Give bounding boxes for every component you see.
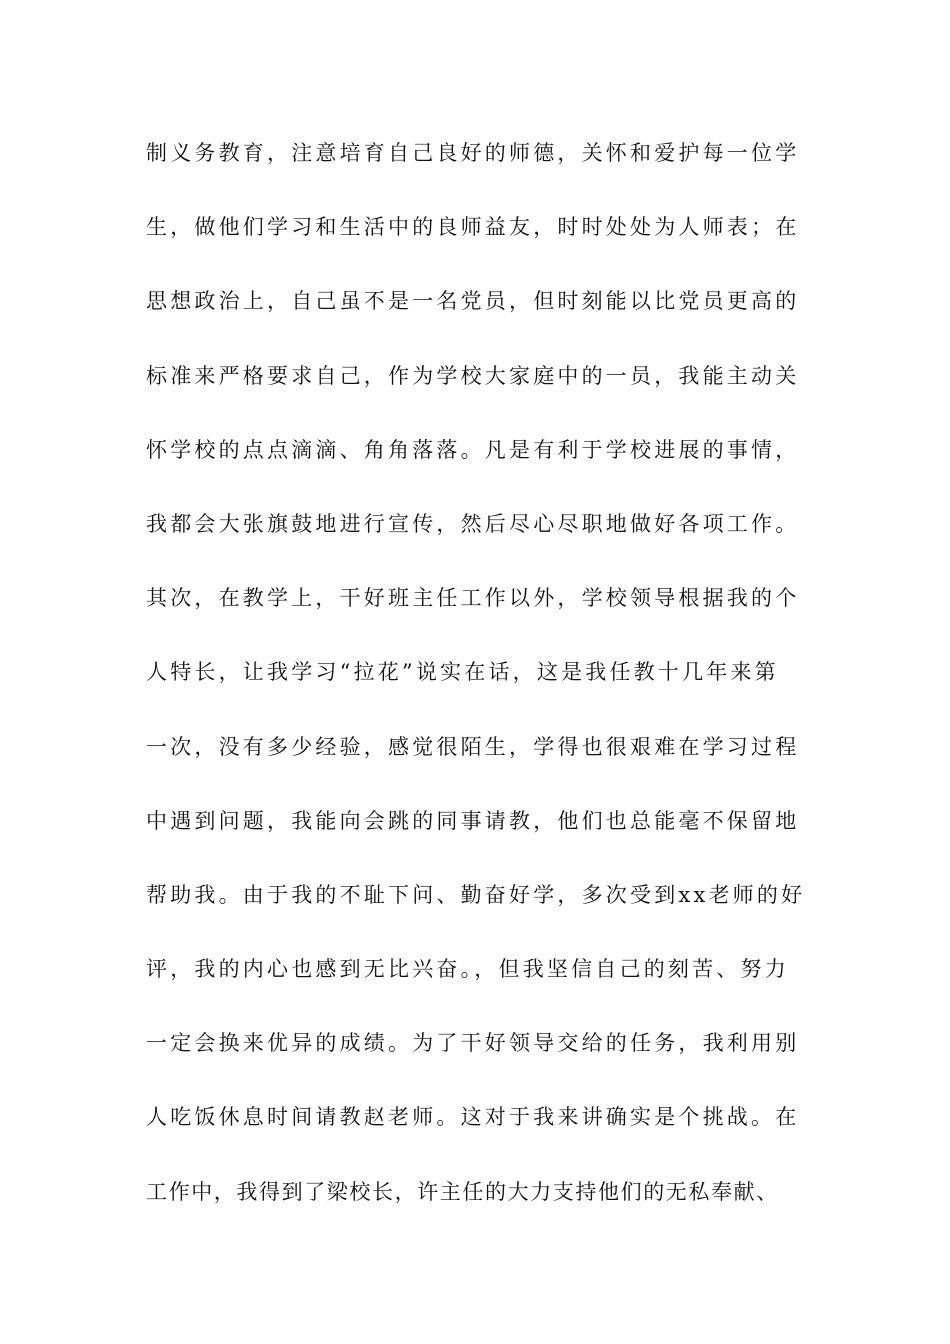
text-line: 制义务教育，注意培育自己良好的师德，关怀和爱护每一位学 bbox=[146, 141, 800, 165]
text-line: 一定会换来优异的成绩。为了干好领导交给的任务，我利用别 bbox=[146, 1031, 800, 1056]
text-line: 标准来严格要求自己，作为学校大家庭中的一员，我能主动关 bbox=[146, 363, 800, 388]
text-line: 其次，在教学上，干好班主任工作以外，学校领导根据我的个 bbox=[146, 586, 800, 611]
text-line: 我都会大张旗鼓地进行宣传，然后尽心尽职地做好各项工作。 bbox=[146, 511, 800, 536]
text-line: 人特长，让我学习“拉花”说实在话，这是我任教十几年来第 bbox=[146, 660, 779, 685]
text-line: 人吃饭休息时间请教赵老师。这对于我来讲确实是个挑战。在 bbox=[146, 1105, 800, 1130]
text-line: 怀学校的点点滴滴、角角落落。凡是有利于学校进展的事情， bbox=[146, 437, 800, 462]
text-line: 生，做他们学习和生活中的良师益友，时时处处为人师表；在 bbox=[146, 215, 800, 240]
text-line: 思想政治上，自己虽不是一名党员，但时刻能以比党员更高的 bbox=[146, 289, 800, 314]
text-line: 评，我的内心也感到无比兴奋。，但我坚信自己的刻苦、努力 bbox=[146, 957, 789, 982]
text-line: 帮助我。由于我的不耻下问、勤奋好学，多次受到xx老师的好 bbox=[146, 882, 806, 907]
text-line: 一次，没有多少经验，感觉很陌生，学得也很艰难在学习过程 bbox=[146, 734, 800, 759]
body-text bbox=[146, 128, 826, 1241]
text-line: 中遇到问题，我能向会跳的同事请教，他们也总能毫不保留地 bbox=[146, 808, 800, 833]
text-line: 工作中，我得到了梁校长，许主任的大力支持他们的无私奉献、 bbox=[146, 1179, 779, 1204]
